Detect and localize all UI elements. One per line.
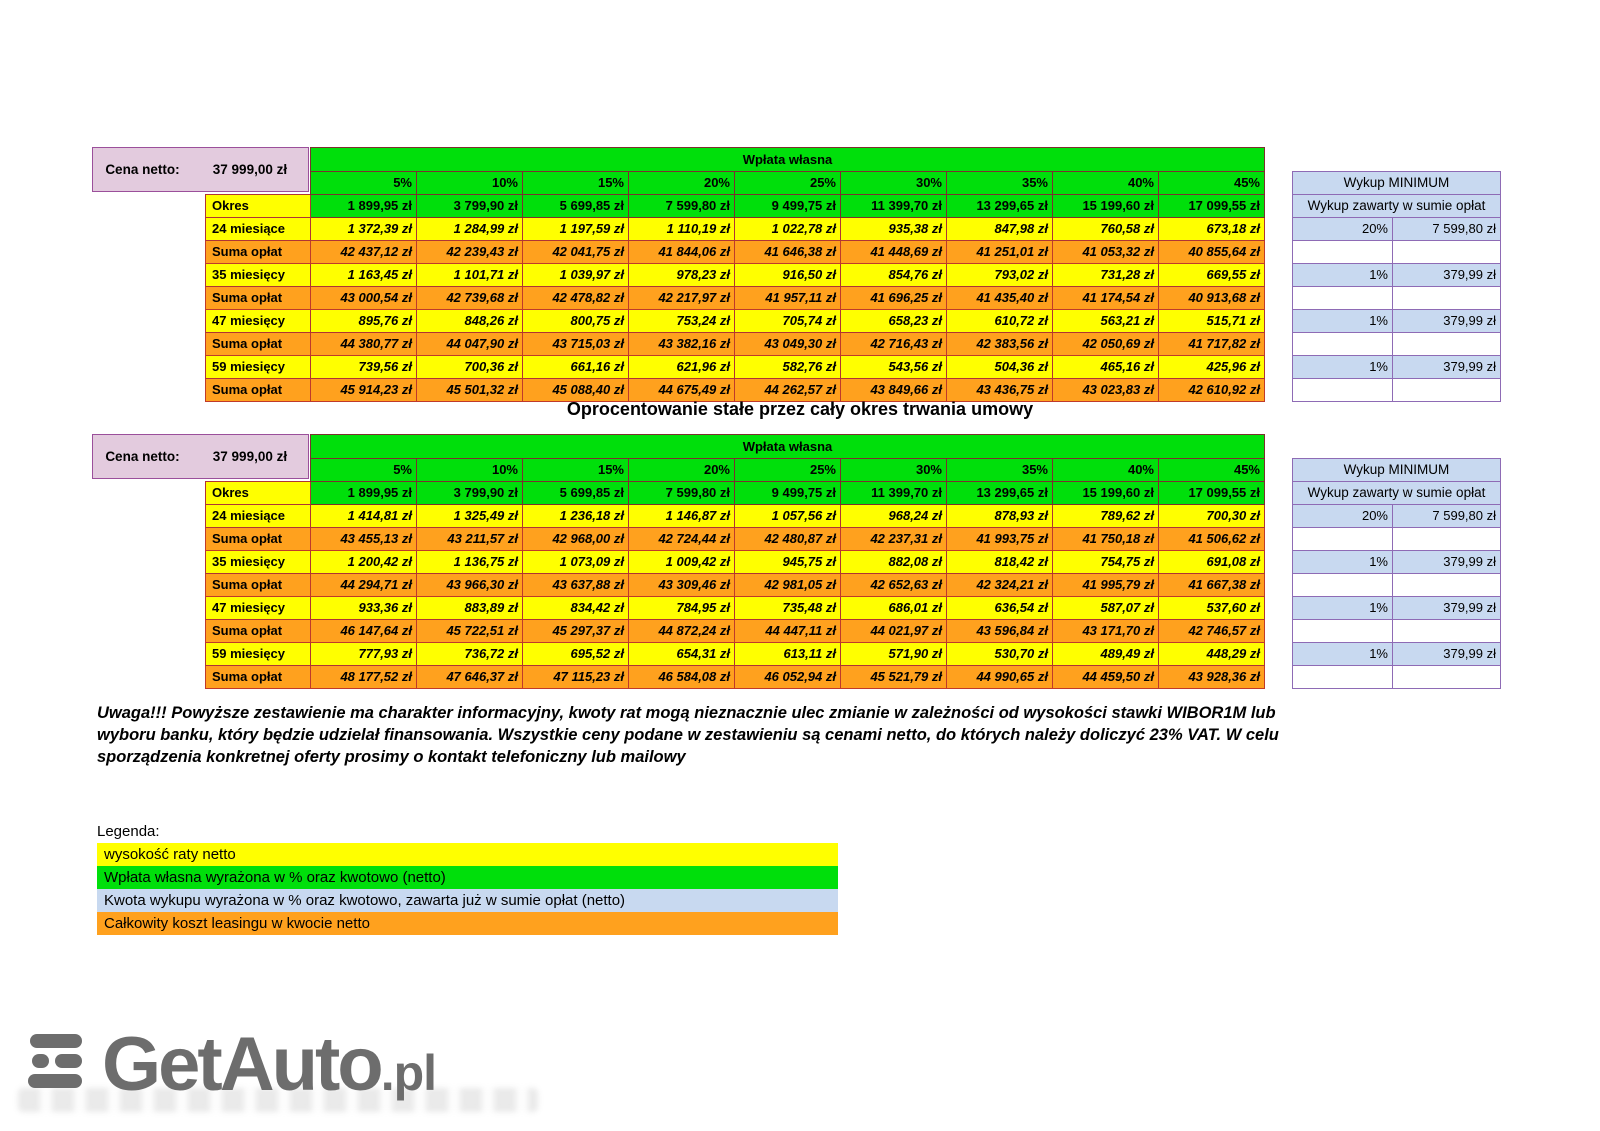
row-label: Suma opłat: [206, 333, 311, 356]
suma-value: 42 050,69 zł: [1053, 333, 1159, 356]
wykup-percent: 1%: [1293, 643, 1393, 666]
cena-netto-label: Cena netto:: [105, 162, 180, 177]
rata-value: 1 200,42 zł: [311, 551, 417, 574]
wplata-wlasna-header: Wpłata własna: [311, 148, 1265, 172]
percent-header: 25%: [735, 172, 841, 195]
percent-header: 30%: [841, 459, 947, 482]
suma-value: 45 501,32 zł: [417, 379, 523, 402]
wplata-amount: 13 299,65 zł: [947, 195, 1053, 218]
wplata-amount: 11 399,70 zł: [841, 482, 947, 505]
wplata-amount: 15 199,60 zł: [1053, 482, 1159, 505]
wykup-empty-cell: [1393, 666, 1501, 689]
suma-value: 42 437,12 zł: [311, 241, 417, 264]
suma-value: 45 722,51 zł: [417, 620, 523, 643]
wykup-amount: 379,99 zł: [1393, 551, 1501, 574]
suma-value: 40 913,68 zł: [1159, 287, 1265, 310]
rata-value: 731,28 zł: [1053, 264, 1159, 287]
column-gap: [1265, 505, 1293, 528]
row-label: 59 miesięcy: [206, 356, 311, 379]
rata-value: 935,38 zł: [841, 218, 947, 241]
percent-header: 25%: [735, 459, 841, 482]
suma-value: 41 667,38 zł: [1159, 574, 1265, 597]
wplata-amount: 1 899,95 zł: [311, 195, 417, 218]
rata-value: 489,49 zł: [1053, 643, 1159, 666]
logo-wordmark: GetAuto: [102, 1022, 381, 1107]
percent-header: 15%: [523, 172, 629, 195]
rata-value: 793,02 zł: [947, 264, 1053, 287]
suma-value: 43 211,57 zł: [417, 528, 523, 551]
notice-line: wyboru banku, który będzie udzielał finansowania. Wszystkie ceny podane w zestawieniu są cenami netto, do których należy doliczyć 23% VAT. W celu: [97, 726, 1279, 744]
wykup-empty-cell: [1393, 379, 1501, 402]
wykup-subheader: Wykup zawarty w sumie opłat: [1293, 482, 1501, 505]
notice-line: sporządzenia konkretnej oferty prosimy o kontakt telefoniczny lub mailowy: [97, 748, 686, 766]
rata-value: 587,07 zł: [1053, 597, 1159, 620]
suma-value: 41 696,25 zł: [841, 287, 947, 310]
rata-value: 754,75 zł: [1053, 551, 1159, 574]
rata-value: 448,29 zł: [1159, 643, 1265, 666]
row-label: 59 miesięcy: [206, 643, 311, 666]
row-label: 47 miesięcy: [206, 597, 311, 620]
wplata-amount: 3 799,90 zł: [417, 482, 523, 505]
suma-value: 41 251,01 zł: [947, 241, 1053, 264]
wykup-spacer: [1293, 435, 1501, 459]
rata-value: 847,98 zł: [947, 218, 1053, 241]
wykup-percent: 20%: [1293, 505, 1393, 528]
row-label: Suma opłat: [206, 287, 311, 310]
rata-value: 834,42 zł: [523, 597, 629, 620]
wplata-amount: 11 399,70 zł: [841, 195, 947, 218]
suma-value: 43 382,16 zł: [629, 333, 735, 356]
wykup-amount: 379,99 zł: [1393, 356, 1501, 379]
suma-value: 44 990,65 zł: [947, 666, 1053, 689]
legend-item-wplata: Wpłata własna wyrażona w % oraz kwotowo (netto): [97, 866, 838, 889]
wykup-percent: 1%: [1293, 264, 1393, 287]
wplata-amount: 5 699,85 zł: [523, 195, 629, 218]
suma-value: 42 041,75 zł: [523, 241, 629, 264]
rata-value: 739,56 zł: [311, 356, 417, 379]
rata-value: 563,21 zł: [1053, 310, 1159, 333]
rata-value: 1 009,42 zł: [629, 551, 735, 574]
wplata-amount: 5 699,85 zł: [523, 482, 629, 505]
legend-title: Legenda:: [97, 823, 160, 840]
rata-value: 883,89 zł: [417, 597, 523, 620]
rata-value: 848,26 zł: [417, 310, 523, 333]
rata-value: 1 163,45 zł: [311, 264, 417, 287]
suma-value: 43 436,75 zł: [947, 379, 1053, 402]
rata-value: 700,36 zł: [417, 356, 523, 379]
rata-value: 537,60 zł: [1159, 597, 1265, 620]
rata-value: 1 101,71 zł: [417, 264, 523, 287]
suma-value: 44 262,57 zł: [735, 379, 841, 402]
suma-value: 42 480,87 zł: [735, 528, 841, 551]
suma-value: 44 675,49 zł: [629, 379, 735, 402]
rata-value: 818,42 zł: [947, 551, 1053, 574]
wplata-amount: 13 299,65 zł: [947, 482, 1053, 505]
suma-value: 43 049,30 zł: [735, 333, 841, 356]
rata-value: 1 136,75 zł: [417, 551, 523, 574]
column-gap: [1265, 482, 1293, 505]
column-gap: [1265, 528, 1293, 551]
wykup-empty-cell: [1293, 666, 1393, 689]
row-label: 35 miesięcy: [206, 551, 311, 574]
suma-value: 43 849,66 zł: [841, 379, 947, 402]
suma-value: 44 380,77 zł: [311, 333, 417, 356]
rata-value: 686,01 zł: [841, 597, 947, 620]
logo-text: [102, 1022, 437, 1107]
wplata-amount: 7 599,80 zł: [629, 195, 735, 218]
column-gap: [1265, 218, 1293, 241]
rata-value: 621,96 zł: [629, 356, 735, 379]
suma-value: 41 717,82 zł: [1159, 333, 1265, 356]
column-gap: [1265, 597, 1293, 620]
suma-value: 41 750,18 zł: [1053, 528, 1159, 551]
rata-value: 636,54 zł: [947, 597, 1053, 620]
column-gap: [1265, 148, 1293, 172]
rata-value: 916,50 zł: [735, 264, 841, 287]
column-gap: [1265, 435, 1293, 459]
rata-value: 691,08 zł: [1159, 551, 1265, 574]
suma-value: 43 309,46 zł: [629, 574, 735, 597]
wykup-empty-cell: [1293, 574, 1393, 597]
wykup-minimum-header: Wykup MINIMUM: [1293, 459, 1501, 482]
cena-netto-value: 37 999,00 zł: [212, 449, 288, 464]
wykup-percent: 1%: [1293, 310, 1393, 333]
rata-value: 968,24 zł: [841, 505, 947, 528]
getauto-menu-bars-icon: [28, 1034, 86, 1092]
wykup-empty-cell: [1393, 241, 1501, 264]
rata-value: 1 146,87 zł: [629, 505, 735, 528]
wykup-empty-cell: [1393, 287, 1501, 310]
rata-value: 784,95 zł: [629, 597, 735, 620]
suma-value: 44 294,71 zł: [311, 574, 417, 597]
wykup-percent: 20%: [1293, 218, 1393, 241]
suma-value: 44 047,90 zł: [417, 333, 523, 356]
percent-header: 5%: [311, 172, 417, 195]
okres-label: Okres: [206, 482, 311, 505]
suma-value: 41 435,40 zł: [947, 287, 1053, 310]
rata-row: [206, 264, 1501, 287]
rata-value: 1 236,18 zł: [523, 505, 629, 528]
column-gap: [1265, 172, 1293, 195]
suma-value: 46 052,94 zł: [735, 666, 841, 689]
notice-text: [97, 702, 1557, 768]
row-label: 47 miesięcy: [206, 310, 311, 333]
column-gap: [1265, 551, 1293, 574]
wplata-amount: 1 899,95 zł: [311, 482, 417, 505]
wykup-empty-cell: [1393, 528, 1501, 551]
suma-value: 45 297,37 zł: [523, 620, 629, 643]
notice-line: Uwaga!!! Powyższe zestawienie ma charakter informacyjny, kwoty rat mogą nieznacznie ulec zmianie w zależności od wysokości stawki WIBOR1M lub: [97, 704, 1276, 722]
column-gap: [1265, 310, 1293, 333]
wykup-empty-cell: [1393, 620, 1501, 643]
rata-value: 878,93 zł: [947, 505, 1053, 528]
wykup-empty-cell: [1293, 287, 1393, 310]
suma-value: 45 088,40 zł: [523, 379, 629, 402]
percent-header: 20%: [629, 172, 735, 195]
column-gap: [1265, 287, 1293, 310]
wykup-empty-cell: [1393, 574, 1501, 597]
wplata-amount: 9 499,75 zł: [735, 195, 841, 218]
cena-netto-label: Cena netto:: [105, 449, 180, 464]
rata-value: 1 039,97 zł: [523, 264, 629, 287]
rata-value: 1 325,49 zł: [417, 505, 523, 528]
rata-value: 425,96 zł: [1159, 356, 1265, 379]
offer-table-2: [92, 434, 1552, 684]
rata-value: 1 284,99 zł: [417, 218, 523, 241]
wykup-percent: 1%: [1293, 356, 1393, 379]
suma-value: 44 447,11 zł: [735, 620, 841, 643]
suma-oplat-row: [206, 241, 1501, 264]
row-label: Suma opłat: [206, 574, 311, 597]
rata-value: 1 414,81 zł: [311, 505, 417, 528]
row-label: Suma opłat: [206, 620, 311, 643]
suma-value: 44 021,97 zł: [841, 620, 947, 643]
rata-value: 736,72 zł: [417, 643, 523, 666]
rata-row: [206, 597, 1501, 620]
suma-value: 45 914,23 zł: [311, 379, 417, 402]
column-gap: [1265, 620, 1293, 643]
rata-value: 700,30 zł: [1159, 505, 1265, 528]
column-gap: [1265, 195, 1293, 218]
suma-value: 42 383,56 zł: [947, 333, 1053, 356]
suma-oplat-row: [206, 287, 1501, 310]
column-gap: [1265, 241, 1293, 264]
wplata-wlasna-header: Wpłata własna: [311, 435, 1265, 459]
rata-value: 530,70 zł: [947, 643, 1053, 666]
logo-domain-suffix: .pl: [380, 1045, 437, 1101]
wykup-empty-cell: [1293, 620, 1393, 643]
column-gap: [1265, 264, 1293, 287]
wykup-percent: 1%: [1293, 597, 1393, 620]
okres-label: Okres: [206, 195, 311, 218]
rata-value: 760,58 zł: [1053, 218, 1159, 241]
rata-value: 1 197,59 zł: [523, 218, 629, 241]
rata-value: 753,24 zł: [629, 310, 735, 333]
row-label: Suma opłat: [206, 379, 311, 402]
wplata-amount: 17 099,55 zł: [1159, 482, 1265, 505]
wykup-empty-cell: [1293, 528, 1393, 551]
rata-value: 543,56 zł: [841, 356, 947, 379]
column-gap: [1265, 333, 1293, 356]
column-gap: [1265, 643, 1293, 666]
rata-value: 1 372,39 zł: [311, 218, 417, 241]
rata-value: 882,08 zł: [841, 551, 947, 574]
suma-value: 44 459,50 zł: [1053, 666, 1159, 689]
rata-value: 735,48 zł: [735, 597, 841, 620]
suma-value: 46 147,64 zł: [311, 620, 417, 643]
suma-value: 46 584,08 zł: [629, 666, 735, 689]
leasing-grid: [205, 434, 1501, 689]
rata-value: 895,76 zł: [311, 310, 417, 333]
suma-value: 41 053,32 zł: [1053, 241, 1159, 264]
percent-header: 10%: [417, 459, 523, 482]
rata-value: 669,55 zł: [1159, 264, 1265, 287]
column-gap: [1265, 356, 1293, 379]
rata-value: 789,62 zł: [1053, 505, 1159, 528]
suma-value: 40 855,64 zł: [1159, 241, 1265, 264]
rata-value: 1 022,78 zł: [735, 218, 841, 241]
legend-item-rata: wysokość raty netto: [97, 843, 838, 866]
percent-header: 5%: [311, 459, 417, 482]
suma-value: 43 715,03 zł: [523, 333, 629, 356]
suma-value: 42 724,44 zł: [629, 528, 735, 551]
wykup-spacer: [1293, 148, 1501, 172]
rata-value: 1 073,09 zł: [523, 551, 629, 574]
cena-netto-value: 37 999,00 zł: [212, 162, 288, 177]
cena-netto-box: [92, 434, 309, 479]
percent-header: 40%: [1053, 172, 1159, 195]
offer-table-1: [92, 147, 1552, 397]
percent-header: 10%: [417, 172, 523, 195]
wykup-amount: 379,99 zł: [1393, 597, 1501, 620]
wykup-amount: 7 599,80 zł: [1393, 505, 1501, 528]
suma-value: 42 981,05 zł: [735, 574, 841, 597]
rata-value: 504,36 zł: [947, 356, 1053, 379]
rata-row: [206, 356, 1501, 379]
legend-item-koszt: Całkowity koszt leasingu w kwocie netto: [97, 912, 838, 935]
rata-value: 661,16 zł: [523, 356, 629, 379]
suma-value: 47 115,23 zł: [523, 666, 629, 689]
column-gap: [1265, 459, 1293, 482]
rata-value: 658,23 zł: [841, 310, 947, 333]
percent-header: 20%: [629, 459, 735, 482]
fixed-rate-title: Oprocentowanie stałe przez cały okres trwania umowy: [566, 399, 1034, 419]
rata-value: 1 057,56 zł: [735, 505, 841, 528]
wykup-amount: 7 599,80 zł: [1393, 218, 1501, 241]
wykup-minimum-header: Wykup MINIMUM: [1293, 172, 1501, 195]
cena-netto-box: [92, 147, 309, 192]
suma-value: 42 716,43 zł: [841, 333, 947, 356]
suma-value: 48 177,52 zł: [311, 666, 417, 689]
legend-item-wykup: Kwota wykupu wyrażona w % oraz kwotowo, zawarta już w sumie opłat (netto): [97, 889, 838, 912]
suma-value: 41 174,54 zł: [1053, 287, 1159, 310]
wplata-amount: 15 199,60 zł: [1053, 195, 1159, 218]
suma-value: 41 646,38 zł: [735, 241, 841, 264]
rata-value: 978,23 zł: [629, 264, 735, 287]
suma-value: 41 448,69 zł: [841, 241, 947, 264]
rata-value: 1 110,19 zł: [629, 218, 735, 241]
percent-header: 40%: [1053, 459, 1159, 482]
rata-value: 800,75 zł: [523, 310, 629, 333]
rata-row: [206, 310, 1501, 333]
suma-value: 42 746,57 zł: [1159, 620, 1265, 643]
percent-header: 35%: [947, 459, 1053, 482]
row-label: Suma opłat: [206, 528, 311, 551]
leasing-grid: [205, 147, 1501, 402]
wykup-amount: 379,99 zł: [1393, 643, 1501, 666]
suma-value: 43 000,54 zł: [311, 287, 417, 310]
rata-value: 613,11 zł: [735, 643, 841, 666]
wykup-subheader: Wykup zawarty w sumie opłat: [1293, 195, 1501, 218]
suma-value: 41 506,62 zł: [1159, 528, 1265, 551]
suma-value: 42 239,43 zł: [417, 241, 523, 264]
suma-value: 44 872,24 zł: [629, 620, 735, 643]
suma-value: 43 637,88 zł: [523, 574, 629, 597]
wykup-empty-cell: [1393, 333, 1501, 356]
wplata-amount: 3 799,90 zł: [417, 195, 523, 218]
suma-oplat-row: [206, 333, 1501, 356]
suma-value: 43 023,83 zł: [1053, 379, 1159, 402]
rata-value: 695,52 zł: [523, 643, 629, 666]
wykup-amount: 379,99 zł: [1393, 310, 1501, 333]
legend: [97, 820, 838, 935]
suma-oplat-row: [206, 574, 1501, 597]
suma-value: 42 739,68 zł: [417, 287, 523, 310]
row-label: 35 miesięcy: [206, 264, 311, 287]
row-label: 24 miesiące: [206, 505, 311, 528]
rata-value: 854,76 zł: [841, 264, 947, 287]
suma-oplat-row: [206, 666, 1501, 689]
wykup-empty-cell: [1293, 333, 1393, 356]
rata-value: 571,90 zł: [841, 643, 947, 666]
suma-value: 41 993,75 zł: [947, 528, 1053, 551]
rata-row: [206, 505, 1501, 528]
percent-header: 35%: [947, 172, 1053, 195]
percent-header: 30%: [841, 172, 947, 195]
rata-value: 610,72 zł: [947, 310, 1053, 333]
wykup-amount: 379,99 zł: [1393, 264, 1501, 287]
rata-value: 777,93 zł: [311, 643, 417, 666]
rata-value: 654,31 zł: [629, 643, 735, 666]
rata-value: 582,76 zł: [735, 356, 841, 379]
suma-value: 41 957,11 zł: [735, 287, 841, 310]
row-label: Suma opłat: [206, 241, 311, 264]
wykup-percent: 1%: [1293, 551, 1393, 574]
suma-oplat-row: [206, 620, 1501, 643]
suma-value: 43 928,36 zł: [1159, 666, 1265, 689]
wykup-empty-cell: [1293, 241, 1393, 264]
suma-value: 41 844,06 zł: [629, 241, 735, 264]
rata-value: 933,36 zł: [311, 597, 417, 620]
suma-value: 42 478,82 zł: [523, 287, 629, 310]
suma-oplat-row: [206, 528, 1501, 551]
percent-header: 15%: [523, 459, 629, 482]
suma-value: 43 455,13 zł: [311, 528, 417, 551]
suma-value: 42 610,92 zł: [1159, 379, 1265, 402]
percent-header: 45%: [1159, 172, 1265, 195]
wplata-amount: 7 599,80 zł: [629, 482, 735, 505]
wplata-amount: 17 099,55 zł: [1159, 195, 1265, 218]
suma-value: 47 646,37 zł: [417, 666, 523, 689]
rata-value: 515,71 zł: [1159, 310, 1265, 333]
rata-row: [206, 643, 1501, 666]
suma-value: 43 171,70 zł: [1053, 620, 1159, 643]
rata-row: [206, 218, 1501, 241]
getauto-logo: [28, 1022, 437, 1107]
percent-header: 45%: [1159, 459, 1265, 482]
row-label: Suma opłat: [206, 666, 311, 689]
rata-row: [206, 551, 1501, 574]
suma-value: 43 596,84 zł: [947, 620, 1053, 643]
row-label: 24 miesiące: [206, 218, 311, 241]
rata-value: 465,16 zł: [1053, 356, 1159, 379]
wplata-amount: 9 499,75 zł: [735, 482, 841, 505]
column-gap: [1265, 574, 1293, 597]
rata-value: 945,75 zł: [735, 551, 841, 574]
suma-value: 42 324,21 zł: [947, 574, 1053, 597]
suma-value: 42 968,00 zł: [523, 528, 629, 551]
suma-value: 42 237,31 zł: [841, 528, 947, 551]
suma-value: 45 521,79 zł: [841, 666, 947, 689]
rata-value: 705,74 zł: [735, 310, 841, 333]
suma-value: 42 652,63 zł: [841, 574, 947, 597]
suma-value: 41 995,79 zł: [1053, 574, 1159, 597]
column-gap: [1265, 666, 1293, 689]
rata-value: 673,18 zł: [1159, 218, 1265, 241]
suma-value: 43 966,30 zł: [417, 574, 523, 597]
suma-value: 42 217,97 zł: [629, 287, 735, 310]
